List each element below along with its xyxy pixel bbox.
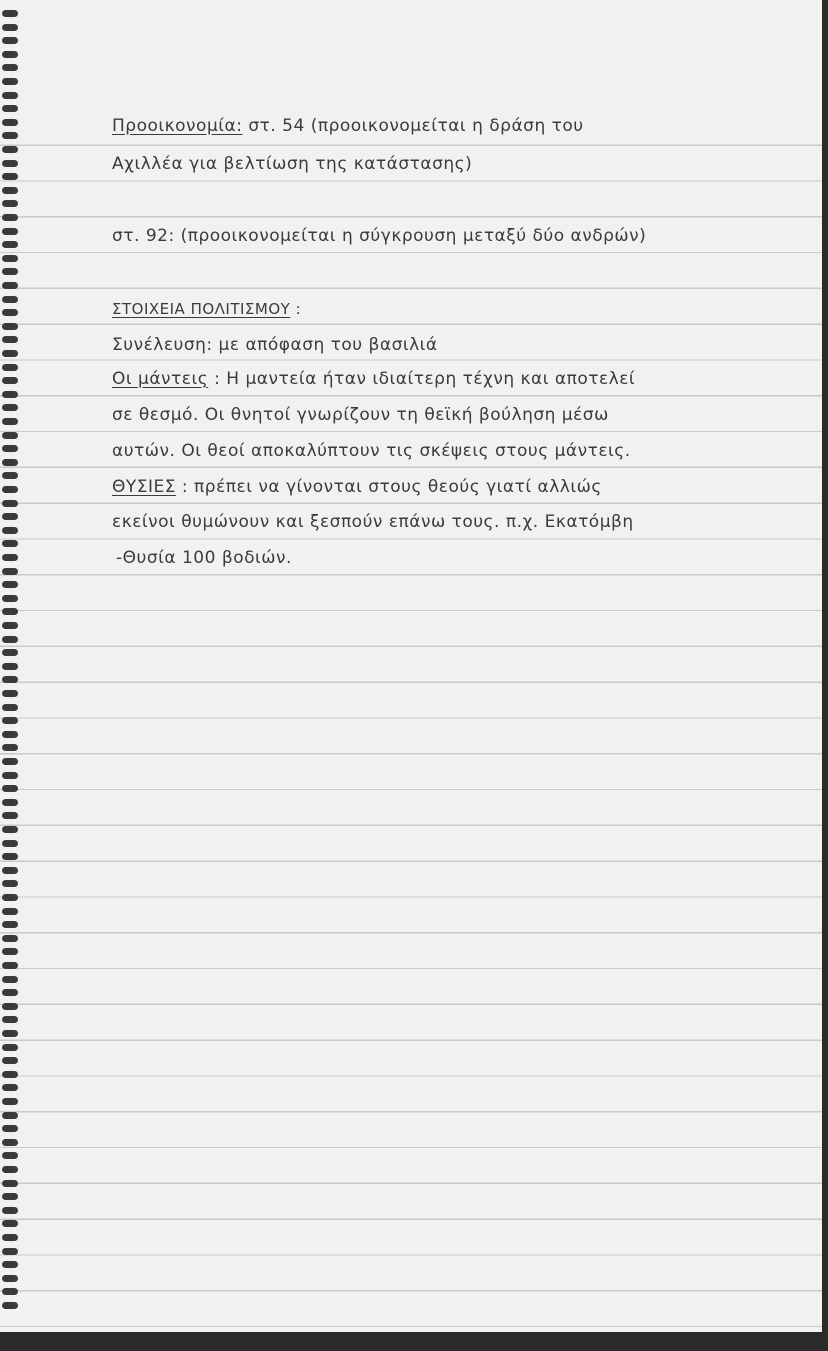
note-line: [112, 477, 602, 497]
spiral-ring: [2, 105, 18, 112]
note-text: : Η μαντεία ήταν ιδιαίτερη τέχνη και αποτελεί: [208, 369, 636, 389]
spiral-ring: [2, 268, 18, 275]
spiral-ring: [2, 10, 18, 17]
spiral-ring: [2, 935, 18, 942]
spiral-ring: [2, 840, 18, 847]
spiral-ring: [2, 799, 18, 806]
spiral-ring: [2, 853, 18, 860]
spiral-ring: [2, 636, 18, 643]
spiral-ring: [2, 880, 18, 887]
spiral-ring: [2, 772, 18, 779]
spiral-ring: [2, 704, 18, 711]
spiral-ring: [2, 1044, 18, 1051]
spiral-ring: [2, 690, 18, 697]
spiral-ring: [2, 758, 18, 765]
spiral-binding: [0, 10, 24, 1330]
note-text: -Θυσία 100 βοδιών.: [116, 548, 292, 568]
spiral-ring: [2, 37, 18, 44]
spiral-ring: [2, 1003, 18, 1010]
spiral-ring: [2, 581, 18, 588]
note-text: : πρέπει να γίνονται στους θεούς γιατί αλλιώς: [176, 477, 602, 497]
spiral-ring: [2, 649, 18, 656]
note-line: [112, 441, 631, 461]
spiral-ring: [2, 364, 18, 371]
spiral-ring: [2, 1275, 18, 1282]
spiral-ring: [2, 119, 18, 126]
spiral-ring: [2, 812, 18, 819]
note-text: σε θεσμό. Οι θνητοί γνωρίζουν τη θεϊκή βούληση μέσω: [112, 405, 609, 425]
spiral-ring: [2, 1139, 18, 1146]
spiral-ring: [2, 527, 18, 534]
spiral-ring: [2, 432, 18, 439]
spiral-ring: [2, 976, 18, 983]
spiral-ring: [2, 241, 18, 248]
note-text: αυτών. Οι θεοί αποκαλύπτουν τις σκέψεις στους μάντεις.: [112, 441, 631, 461]
spiral-ring: [2, 64, 18, 71]
note-line: [112, 116, 584, 136]
spiral-ring: [2, 676, 18, 683]
spiral-ring: [2, 1112, 18, 1119]
spiral-ring: [2, 200, 18, 207]
note-text: στ. 92: (προοικονομείται η σύγκρουση μεταξύ δύο ανδρών): [112, 226, 647, 246]
spiral-ring: [2, 1261, 18, 1268]
spiral-ring: [2, 1166, 18, 1173]
spiral-ring: [2, 1071, 18, 1078]
spiral-ring: [2, 568, 18, 575]
spiral-ring: [2, 908, 18, 915]
spiral-ring: [2, 78, 18, 85]
note-text: Συνέλευση: με απόφαση του βασιλιά: [112, 335, 438, 355]
spiral-ring: [2, 51, 18, 58]
spiral-ring: [2, 595, 18, 602]
spiral-ring: [2, 1152, 18, 1159]
note-line: [116, 548, 292, 568]
spiral-ring: [2, 323, 18, 330]
spiral-ring: [2, 214, 18, 221]
heading-label: ΘΥΣΙΕΣ: [112, 477, 177, 497]
note-line: [112, 512, 634, 532]
spiral-ring: [2, 1057, 18, 1064]
spiral-ring: [2, 282, 18, 289]
note-text: στ. 54 (προοικονομείται η δράση του: [242, 116, 584, 136]
spiral-ring: [2, 404, 18, 411]
spiral-ring: [2, 1234, 18, 1241]
spiral-ring: [2, 187, 18, 194]
note-line: [112, 405, 609, 425]
section-heading: ΣΤΟΙΧΕΙΑ ΠΟΛΙΤΙΣΜΟΥ: [112, 300, 291, 318]
spiral-ring: [2, 228, 18, 235]
spiral-ring: [2, 1288, 18, 1295]
note-line: [112, 300, 301, 318]
spiral-ring: [2, 622, 18, 629]
spiral-ring: [2, 92, 18, 99]
spiral-ring: [2, 336, 18, 343]
spiral-ring: [2, 948, 18, 955]
spiral-ring: [2, 826, 18, 833]
spiral-ring: [2, 989, 18, 996]
spiral-ring: [2, 894, 18, 901]
note-text: :: [290, 300, 302, 318]
spiral-ring: [2, 160, 18, 167]
spiral-ring: [2, 24, 18, 31]
note-line: [112, 335, 438, 355]
spiral-ring: [2, 717, 18, 724]
spiral-ring: [2, 554, 18, 561]
spiral-ring: [2, 1220, 18, 1227]
spiral-ring: [2, 867, 18, 874]
spiral-ring: [2, 921, 18, 928]
spiral-ring: [2, 513, 18, 520]
spiral-ring: [2, 391, 18, 398]
spiral-ring: [2, 173, 18, 180]
spiral-ring: [2, 500, 18, 507]
spiral-ring: [2, 459, 18, 466]
spiral-ring: [2, 1084, 18, 1091]
spiral-ring: [2, 1193, 18, 1200]
spiral-ring: [2, 731, 18, 738]
spiral-ring: [2, 1207, 18, 1214]
spiral-ring: [2, 296, 18, 303]
heading-label: Οι μάντεις: [112, 369, 209, 389]
spiral-ring: [2, 1098, 18, 1105]
spiral-ring: [2, 608, 18, 615]
spiral-ring: [2, 377, 18, 384]
spiral-ring: [2, 1030, 18, 1037]
note-line: [112, 369, 635, 389]
heading-label: Προοικονομία:: [112, 116, 243, 136]
note-text: Αχιλλέα για βελτίωση της κατάστασης): [112, 154, 473, 174]
spiral-ring: [2, 1180, 18, 1187]
note-line: [112, 226, 646, 246]
spiral-ring: [2, 962, 18, 969]
spiral-ring: [2, 540, 18, 547]
spiral-ring: [2, 255, 18, 262]
spiral-ring: [2, 472, 18, 479]
spiral-ring: [2, 1248, 18, 1255]
spiral-ring: [2, 146, 18, 153]
spiral-ring: [2, 1302, 18, 1309]
spiral-ring: [2, 663, 18, 670]
spiral-ring: [2, 744, 18, 751]
spiral-ring: [2, 1016, 18, 1023]
note-text: εκείνοι θυμώνουν και ξεσπούν επάνω τους. π.χ. Εκατόμβη: [112, 512, 634, 532]
spiral-ring: [2, 1125, 18, 1132]
spiral-ring: [2, 785, 18, 792]
spiral-ring: [2, 309, 18, 316]
spiral-ring: [2, 350, 18, 357]
spiral-ring: [2, 445, 18, 452]
note-line: [112, 154, 472, 174]
spiral-ring: [2, 486, 18, 493]
background-edge: [0, 1332, 828, 1351]
spiral-ring: [2, 132, 18, 139]
spiral-ring: [2, 418, 18, 425]
